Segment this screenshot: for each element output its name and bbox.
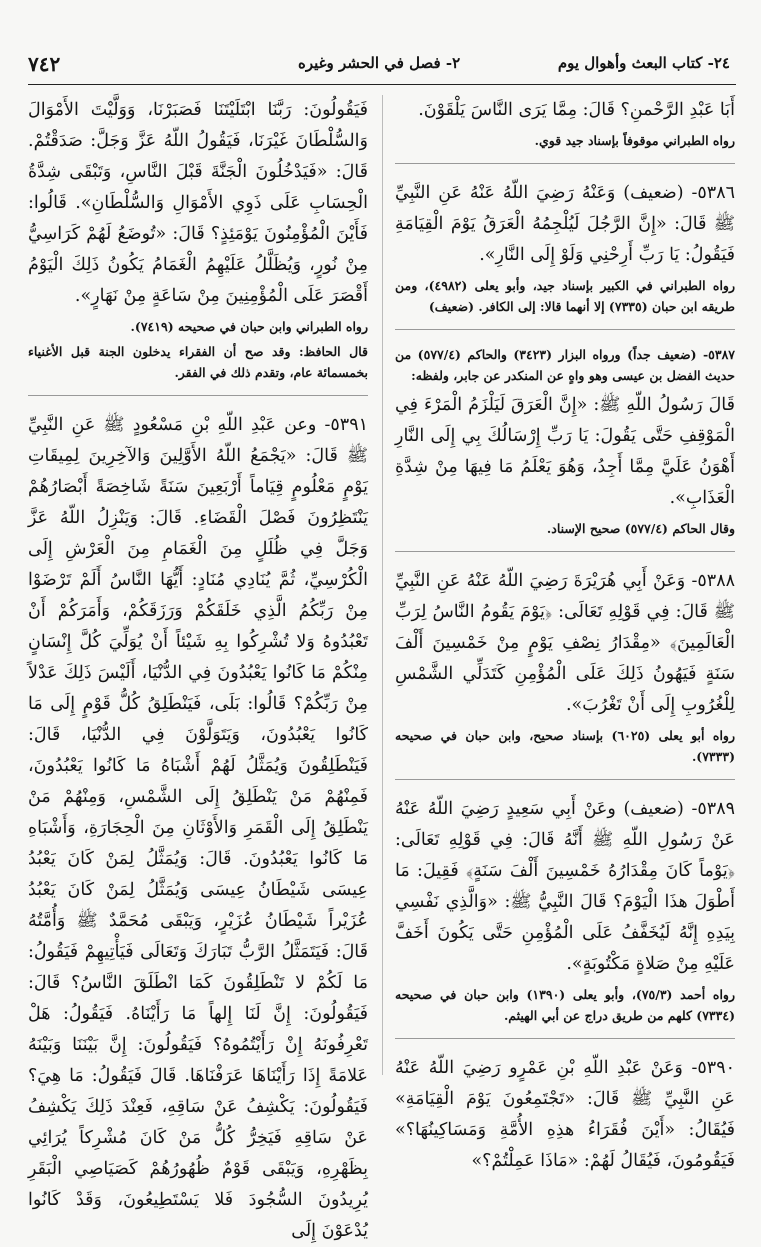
hadith-text: ٥٣٨٨- وَعَنْ أَبِي هُرَيْرَةَ رَضِيَ اللّهُ عَنْهُ عَنِ النَّبِيِّ ﷺ قَالَ: فِي قَوْلِهِ تَعَالَى: ﴿يَوْمَ يَقُومُ النَّاسُ لِرَبِّ الْعَالَمِينَ﴾ «مِقْدَارُ نِصْفِ يَوْمٍ مِنْ خَمْسِينَ أَلْفَ سَنَةٍ فَيَهُونُ ذَلِكَ عَلَى الْمُؤْمِنِ كَتَدَلِّي الشَّمْسِ لِلْغُرُوبِ إِلَى أَنْ تَغْرُبَ».	[395, 571, 735, 715]
separator-rule	[395, 163, 735, 164]
hadith-text: قَالَ رَسُولُ اللّهِ ﷺ: «إِنَّ الْعَرَقَ لَيَلْزَمُ الْمَرْءَ فِي الْمَوْقِفِ حَتَّى يَقُولَ: يَا رَبِّ إِرْسَالُكَ بِي إِلَى النَّارِ أَهْوَنُ عَلَيَّ مِمَّا أَجِدُ، وَهُوَ يَعْلَمُ مَا فِيهَا مِنْ شِدَّةِ الْعَذَابِ».	[395, 395, 735, 508]
hadith-text: ٥٣٩١- وعن عَبْدِ اللّهِ بْنِ مَسْعُودٍ ﷺ عَنِ النَّبِيِّ ﷺ قَالَ: «يَجْمَعُ اللّهُ الأَوَّلِينَ وَالآخِرِينَ لِمِيقَاتِ يَوْمٍ مَعْلُومٍ قِيَاماً أَرْبَعِينَ سَنَةً شَاخِصَةً أَبْصَارُهُمْ يَنْتَظِرُونَ فَصْلَ الْقَضَاءِ. قَالَ: وَيَنْزِلُ اللّهُ عَزَّ وَجَلَّ فِي ظُلَلٍ مِنَ الْغَمَامِ مِنَ الْعَرْشِ إِلَى الْكُرْسِيِّ، ثُمَّ يُنَادِي مُنَادٍ: أَيُّهَا النَّاسُ أَلَمْ تَرْضَوْا مِنْ رَبِّكُمُ الَّذِي خَلَقَكُمْ وَرَزَقَكُمْ، وَأَمَرَكُمْ أَنْ تَعْبُدُوهُ وَلا تُشْرِكُوا بِهِ شَيْئاً أَنْ يُوَلِّيَ كُلَّ إِنْسَانٍ مِنْكُمْ مَا كَانُوا يَعْبُدُونَ فِي الدُّنْيَا، أَلَيْسَ ذَلِكَ عَدْلاً مِنْ رَبِّكُمْ؟ قَالُوا: بَلَى، فَيَنْطَلِقُ كُلُّ قَوْمٍ إِلَى مَا كَانُوا يَعْبُدُونَ، وَيَتَوَلَّوْنَ فِي الدُّنْيَا، قَالَ: فَيَنْطَلِقُونَ وَيُمَثَّلُ لَهُمْ أَشْبَاهُ مَا كَانُوا يَعْبُدُونَ، فَمِنْهُمْ مَنْ يَنْطَلِقُ إِلَى الشَّمْسِ، وَمِنْهُمْ مَنْ يَنْطَلِقُ إِلَى الْقَمَرِ وَالأَوْثَانِ مِنَ الْحِجَارَةِ، وَأَشْبَاهِ مَا كَانُوا يَعْبُدُونَ. قَالَ: وَيُمَثَّلُ لِمَنْ كَانَ يَعْبُدُ عِيسَى شَيْطَانُ عِيسَى وَيُمَثَّلُ لِمَنْ كَانَ يَعْبُدُ عُزَيْراً شَيْطَانُ عُزَيْرٍ، وَيَبْقَى مُحَمَّدٌ ﷺ وَأُمَّتُهُ قَالَ: فَيَتَمَثَّلُ الرَّبُّ تَبَارَكَ وَتَعَالَى فَيَأْتِيهِمْ فَيَقُولُ: مَا لَكُمْ لا تَنْطَلِقُونَ كَمَا انْطَلَقَ النَّاسُ؟ قَالَ: فَيَقُولُونَ: إِنَّ لَنَا إِلهاً مَا رَأَيْنَاهُ. فَيَقُولُ: هَلْ تَعْرِفُونَهُ إِنْ رَأَيْتُمُوهُ؟ فَيَقُولُونَ: إِنَّ بَيْنَنَا وَبَيْنَهُ عَلامَةً إِذَا رَأَيْنَاهَا عَرَفْنَاهَا. قَالَ فَيَقُولُ: مَا هِيَ؟ فَيَقُولُونَ: يَكْشِفُ عَنْ سَاقِهِ، فَعِنْدَ ذَلِكَ يَكْشِفُ عَنْ سَاقِهِ فَيَخِرُّ كُلُّ مَنْ كَانَ مُشْرِكاً يُرَائِي بِظَهْرِهِ، وَيَبْقَى قَوْمٌ ظُهُورُهُمْ كَصَيَاصِي الْبَقَرِ يُرِيدُونَ السُّجُودَ فَلا يَسْتَطِيعُونَ، وَقَدْ كَانُوا يُدْعَوْنَ إِلَى	[28, 415, 368, 1241]
source-note: ٥٣٨٧- (ضعيف جداً) ورواه البزار (٣٤٢٣) والحاكم (٥٧٧/٤) من حديث الفضل بن عيسى وهو واهٍ عن المنكدر عن جابر، ولفظه:	[395, 347, 736, 383]
section-title: ٢- فصل في الحشر وغيره	[298, 54, 461, 72]
separator-rule	[395, 551, 735, 552]
source-note: قال الحافظ: وقد صح أن الفقراء يدخلون الجنة قبل الأغنياء بخمسمائة عام، وتقدم ذلك في الفقر.	[28, 344, 368, 380]
chapter-title: ٢٤- كتاب البعث وأهوال يوم	[557, 54, 730, 72]
source-note: رواه الطبراني موقوفاً بإسناد جيد قوي.	[534, 133, 735, 148]
source-note: رواه الطبراني وابن حبان في صحيحه (٧٤١٩).	[130, 319, 368, 334]
hadith-text: ٥٣٨٩- (ضعيف) وعَنْ أَبِي سَعِيدٍ رَضِيَ اللّهُ عَنْهُ عَنْ رَسُولِ اللّهِ ﷺ أَنَّهُ قَالَ: فِي قَوْلِهِ تَعَالَى: ﴿يَوْماً كَانَ مِقْدَارُهُ خَمْسِينَ أَلْفَ سَنَةٍ﴾ فَقِيلَ: مَا أَطْوَلَ هذَا الْيَوْمَ؟ قَالَ النَّبِيُّ ﷺ: «وَالَّذِي نَفْسِي بِيَدِهِ إِنَّهُ لَيُخَفَّفُ عَلَى الْمُؤْمِنِ حَتَّى يَكُونَ أَخَفَّ عَلَيْهِ مِنْ صَلاةٍ مَكْتُوبَةٍ».	[395, 799, 735, 974]
hadith-text: أَبَا عَبْدِ الرَّحْمنِ؟ قَالَ: مِمَّا يَرَى النَّاسَ يَلْقَوْنَ.	[418, 100, 735, 120]
page-header	[28, 50, 736, 85]
source-note: رواه أحمد (٧٥/٣)، وأبو يعلى (١٣٩٠) وابن حبان في صحيحه (٧٣٣٤) كلهم من طريق دراج عن أبي الهيثم.	[395, 987, 735, 1023]
source-note: رواه أبو يعلى (٦٠٢٥) بإسناد صحيح، وابن حبان في صحيحه (٧٣٣٣).	[395, 728, 735, 764]
left-column	[28, 95, 368, 1241]
separator-rule	[28, 395, 368, 396]
separator-rule	[395, 1038, 735, 1039]
hadith-text: فَيَقُولُونَ: رَبَّنَا ابْتَلَيْتَنَا فَصَبَرْنَا، وَوَلَّيْتَ الأَمْوَالَ وَالسُّلْطَانَ غَيْرَنَا، فَيَقُولُ اللّهُ عَزَّ وَجَلَّ: صَدَقْتُمْ. قَالَ: «فَيَدْخُلُونَ الْجَنَّةَ قَبْلَ النَّاسِ، وَتَبْقَى شِدَّةُ الْحِسَابِ عَلَى ذَوِي الأَمْوَالِ وَالسُّلْطَانِ». قَالُوا: فَأَيْنَ الْمُؤْمِنُونَ يَوْمَئِذٍ؟ قَالَ: «تُوضَعُ لَهُمْ كَرَاسِيُّ مِنْ نُورٍ، وَيُظَلَّلُ عَلَيْهِمُ الْغَمَامُ يَكُونُ ذَلِكَ الْيَوْمُ أَقْصَرَ عَلَى الْمُؤْمِنِينَ مِنْ سَاعَةٍ مِنْ نَهَارٍ».	[28, 100, 368, 306]
separator-rule	[395, 779, 735, 780]
hadith-text: ٥٣٩٠- وَعَنْ عَبْدِ اللّهِ بْنِ عَمْرٍو رَضِيَ اللّهُ عَنْهُ عَنِ النَّبِيِّ ﷺ قَالَ: «تَجْتَمِعُونَ يَوْمَ الْقِيَامَةِ» فَيُقَالُ: «أَيْنَ فُقَرَاءُ هذِهِ الأُمَّةِ وَمَسَاكِينُهَا؟» فَيَقُومُونَ، فَيُقَالُ لَهُمْ: «مَاذَا عَمِلْتُمْ؟»	[395, 1058, 735, 1171]
column-divider	[382, 95, 383, 1075]
source-note: رواه الطبراني في الكبير بإسناد جيد، وأبو يعلى (٤٩٨٢)، ومن طريقه ابن حبان (٧٣٣٥) إلا أنهما قالا: إلى الكافر. (ضعيف)	[395, 278, 735, 314]
page-number: ٧٤٢	[28, 52, 61, 76]
separator-rule	[395, 329, 735, 330]
source-note: وقال الحاكم (٥٧٧/٤) صحيح الإسناد.	[546, 521, 735, 536]
hadith-text: ٥٣٨٦- (ضعيف) وَعَنْهُ رَضِيَ اللّهُ عَنْهُ عَنِ النَّبِيِّ ﷺ قَالَ: «إِنَّ الرَّجُلَ لَيُلْجِمُهُ الْعَرَقُ يَوْمَ الْقِيَامَةِ فَيَقُولُ: يَا رَبِّ أَرِحْنِي وَلَوْ إِلَى النَّارِ».	[395, 183, 735, 265]
right-column	[395, 95, 736, 1171]
